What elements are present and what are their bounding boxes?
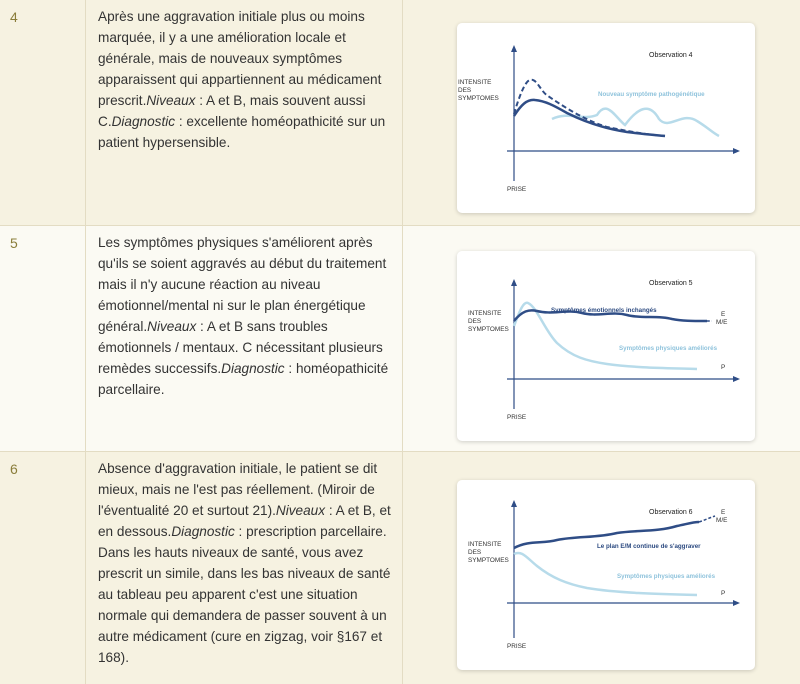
table-row [0, 0, 800, 226]
y-axis-label-line: SYMPTOMES [468, 326, 509, 333]
text-segment: : excellente homéopathicité sur un patient hypersensible. [98, 114, 386, 150]
figure-cell [403, 452, 800, 684]
table-row [0, 226, 800, 452]
row-number-cell [0, 0, 86, 225]
y-axis-label-line: INTENSITE [458, 79, 492, 86]
figure-title: Observation 5 [649, 280, 693, 287]
observation-chart [457, 23, 755, 213]
row-number: 4 [10, 9, 18, 25]
y-axis-label-line: SYMPTOMES [468, 557, 509, 564]
text-segment: : A et B, mais souvent aussi C. [98, 93, 366, 129]
text-segment: Absence d'aggravation initiale, le patient se dit mieux, mais ne l'est pas réellement. (Miroir de l'éventualité 20 et surtout 21). [98, 461, 378, 518]
row-number: 6 [10, 461, 18, 477]
y-axis-label-line: SYMPTOMES [458, 95, 499, 102]
x-axis-label: PRISE [507, 186, 527, 193]
end-label-p: P [721, 364, 726, 371]
text-segment-italic: Niveaux [147, 319, 197, 334]
y-axis-label-line: DES [468, 318, 482, 325]
x-axis-arrow [733, 600, 740, 606]
em-plan-dash [699, 516, 715, 522]
description-text [86, 452, 402, 668]
text-segment-italic: Niveaux [146, 93, 196, 108]
end-label-me: M/E [716, 517, 728, 524]
figure-cell [403, 0, 800, 225]
text-segment: : prescription parcellaire. Dans les hauts niveaux de santé, vous avez prescrit un simile, dans les bas niveaux de santé au tableau peu apparent c'est une situation normale qui demandera de passer souvent à un autre médicament (cure en zigzag, voir §167 et 168). [98, 524, 391, 665]
figure-card [457, 23, 755, 213]
description-cell [86, 226, 403, 451]
y-axis-arrow [511, 45, 517, 52]
row-number-cell [0, 226, 86, 451]
annotation-physical: Symptômes physiques améliorés [617, 573, 716, 580]
x-axis-arrow [733, 148, 740, 154]
end-label-e: E [721, 311, 726, 318]
y-axis-label-line: INTENSITE [468, 310, 502, 317]
observation-chart [457, 480, 755, 670]
text-segment: Après une aggravation initiale plus ou moins marquée, il y a une amélioration locale et générale, mais de nouveaux symptômes apparaissent qui appartiennent au médicament prescrit. [98, 9, 382, 108]
text-segment: : A et B sans troubles émotionnels / mentaux. C nécessitant plusieurs remèdes successifs. [98, 319, 383, 376]
text-segment-italic: Niveaux [275, 503, 326, 518]
row-number: 5 [10, 235, 18, 251]
description-text [86, 0, 402, 153]
x-axis-arrow [733, 376, 740, 382]
end-label-e: E [721, 509, 726, 516]
y-axis-arrow [511, 279, 517, 286]
text-segment: : homéopathicité parcellaire. [98, 361, 389, 397]
annotation-em-plan: Le plan E/M continue de s'aggraver [597, 543, 701, 550]
x-axis-label: PRISE [507, 414, 527, 421]
description-text [86, 226, 402, 400]
annotation-emotional: Symptômes émotionnels inchangés [551, 307, 657, 314]
row-number-cell [0, 452, 86, 684]
main-symptom-line [514, 100, 665, 136]
y-axis-label-line: INTENSITE [468, 541, 502, 548]
figure-title: Observation 4 [649, 52, 693, 59]
annotation-physical: Symptômes physiques améliorés [619, 345, 718, 352]
text-segment-italic: Diagnostic [171, 524, 235, 539]
x-axis-label: PRISE [507, 643, 527, 650]
text-segment: Les symptômes physiques s'améliorent après qu'ils se soient aggravés au début du traitement mais il n'y aucune réaction au niveau émotionnel/mental ni sur le plan énergétique général. [98, 235, 387, 334]
description-cell [86, 452, 403, 684]
end-label-me: M/E [716, 319, 728, 326]
figure-card [457, 480, 755, 670]
table-row [0, 452, 800, 684]
end-label-p: P [721, 590, 726, 597]
description-cell [86, 0, 403, 225]
text-segment: : A et B, et en dessous. [98, 503, 391, 539]
figure-title: Observation 6 [649, 509, 693, 516]
y-axis-label-line: DES [458, 87, 472, 94]
y-axis-arrow [511, 500, 517, 507]
y-axis-label-line: DES [468, 549, 482, 556]
text-segment-italic: Diagnostic [221, 361, 285, 376]
figure-cell [403, 226, 800, 451]
observation-chart [457, 251, 755, 441]
annotation-new-symptom: Nouveau symptôme pathogénétique [598, 91, 705, 98]
text-segment-italic: Diagnostic [111, 114, 176, 129]
figure-card [457, 251, 755, 441]
